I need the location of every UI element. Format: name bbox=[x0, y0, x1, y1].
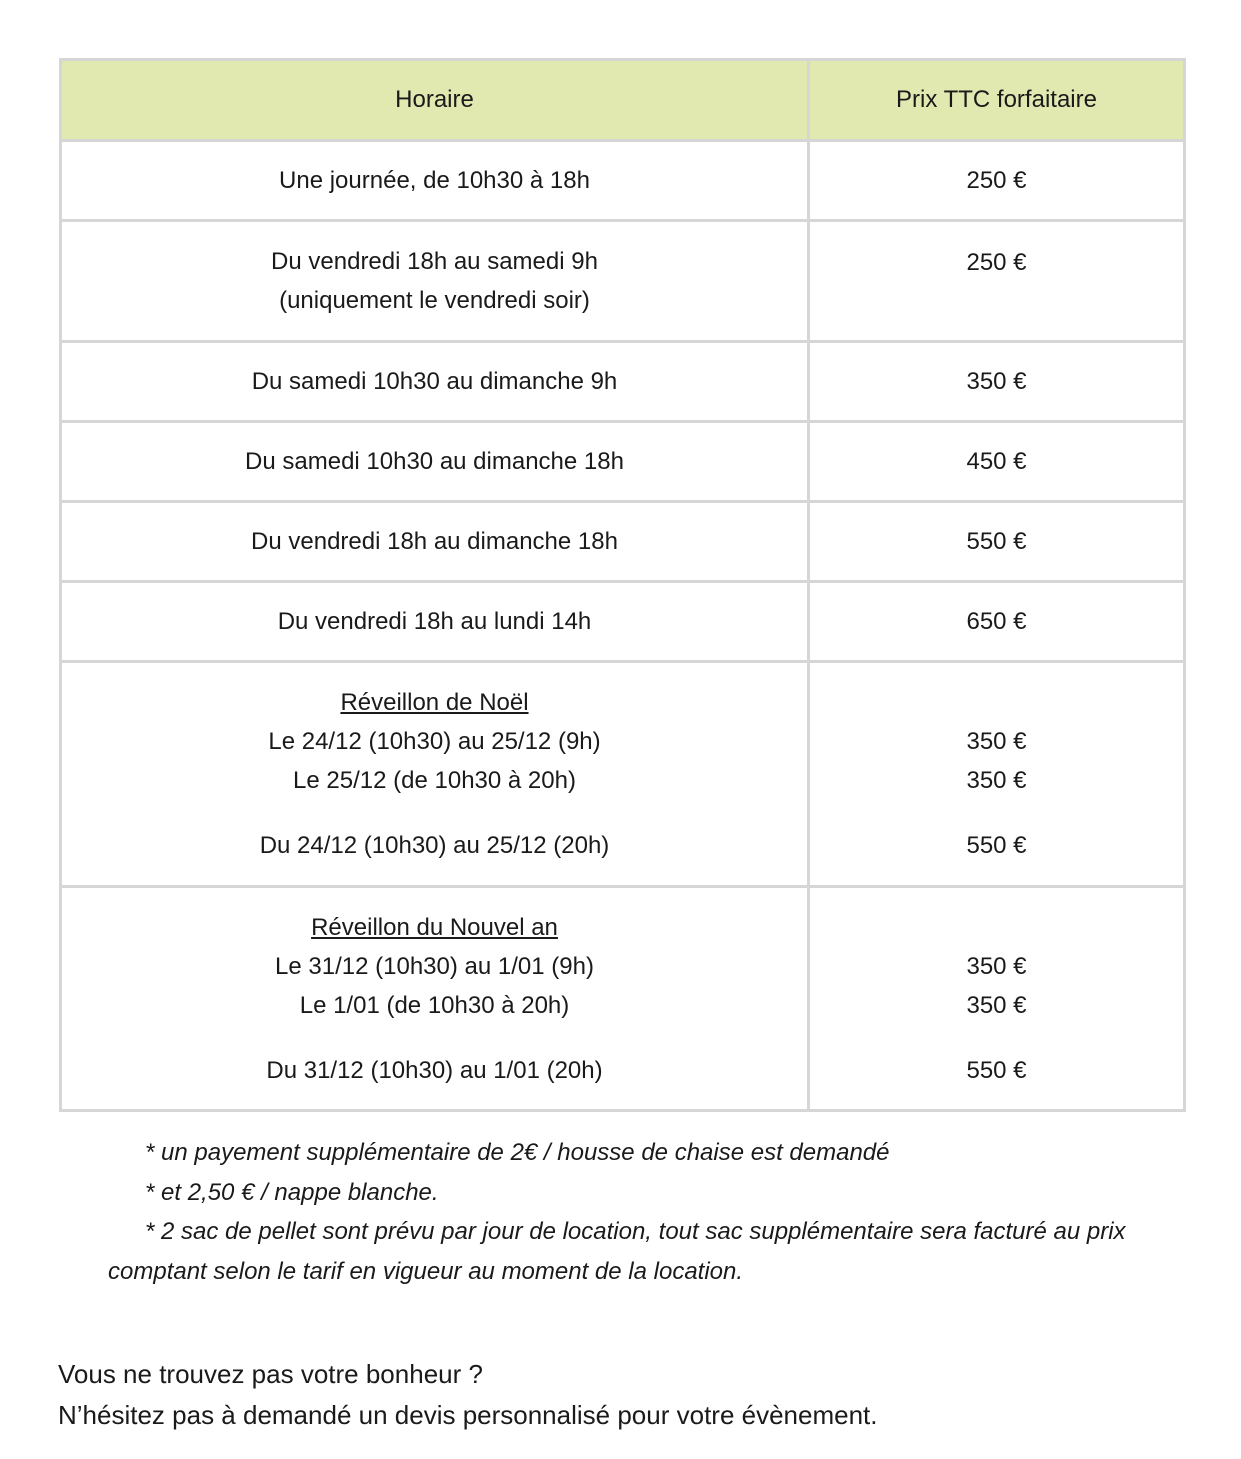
price-cell: 550 € bbox=[809, 502, 1185, 582]
table-row bbox=[61, 342, 1185, 422]
table-row-new-year bbox=[61, 887, 1185, 1111]
footer-question: Vous ne trouvez pas votre bonheur ? bbox=[58, 1359, 483, 1389]
group-title: Réveillon du Nouvel an bbox=[311, 913, 558, 941]
schedule-text: Du samedi 10h30 au dimanche 18h bbox=[245, 448, 624, 475]
footnote-chair-cover: * un payement supplémentaire de 2€ / housse de chaise est demandé bbox=[145, 1139, 890, 1166]
price-cell: 350 € bbox=[809, 342, 1185, 422]
pricing-table bbox=[59, 58, 1186, 1112]
price-text: 550 € bbox=[966, 832, 1027, 859]
price-text: 350 € bbox=[966, 991, 1027, 1019]
price-cell: 250 € bbox=[809, 141, 1185, 221]
footnote-tablecloth: * et 2,50 € / nappe blanche. bbox=[145, 1178, 439, 1206]
schedule-cell bbox=[61, 582, 809, 662]
price-text: 350 € bbox=[966, 728, 1027, 755]
schedule-note: (uniquement le vendredi soir) bbox=[279, 287, 590, 314]
price-cell: 450 € bbox=[809, 422, 1185, 502]
footnote-pellet: * 2 sac de pellet sont prévu par jour de location, tout sac supplémentaire sera facturé au prix comptant selon le tarif en vigueur au moment de la location. bbox=[108, 1218, 1126, 1285]
schedule-cell bbox=[61, 887, 809, 1111]
schedule-cell bbox=[61, 141, 809, 221]
schedule-text: Du samedi 10h30 au dimanche 9h bbox=[251, 368, 618, 395]
table-row bbox=[61, 502, 1185, 582]
schedule-text: Du 24/12 (10h30) au 25/12 (20h) bbox=[259, 832, 610, 859]
header-prix: Prix TTC forfaitaire bbox=[809, 60, 1185, 141]
schedule-cell bbox=[61, 422, 809, 502]
schedule-cell bbox=[61, 342, 809, 422]
schedule-text: Le 24/12 (10h30) au 25/12 (9h) bbox=[268, 728, 601, 755]
footnotes bbox=[108, 1133, 1178, 1291]
table-header-row bbox=[61, 60, 1185, 141]
footer-text bbox=[58, 1354, 878, 1436]
table-row bbox=[61, 141, 1185, 221]
schedule-cell bbox=[61, 221, 809, 342]
schedule-cell bbox=[61, 662, 809, 887]
schedule-text: Du vendredi 18h au samedi 9h bbox=[271, 248, 598, 275]
price-text: 350 € bbox=[966, 952, 1027, 980]
header-horaire: Horaire bbox=[61, 60, 809, 141]
table-row bbox=[61, 422, 1185, 502]
table-row bbox=[61, 582, 1185, 662]
table-row bbox=[61, 221, 1185, 342]
group-title: Réveillon de Noël bbox=[340, 689, 529, 716]
schedule-text: Une journée, de 10h30 à 18h bbox=[279, 167, 590, 194]
table-row-christmas bbox=[61, 662, 1185, 887]
schedule-text: Du vendredi 18h au lundi 14h bbox=[277, 608, 592, 635]
price-text: 550 € bbox=[966, 1056, 1027, 1084]
schedule-text: Le 25/12 (de 10h30 à 20h) bbox=[293, 767, 576, 794]
footer-cta: N’hésitez pas à demandé un devis personnalisé pour votre évènement. bbox=[58, 1400, 878, 1430]
price-cell: 250 € bbox=[809, 221, 1185, 342]
price-text: 350 € bbox=[966, 767, 1027, 794]
schedule-cell bbox=[61, 502, 809, 582]
price-cell bbox=[809, 887, 1185, 1111]
schedule-text: Le 1/01 (de 10h30 à 20h) bbox=[299, 991, 570, 1019]
price-cell bbox=[809, 662, 1185, 887]
schedule-text: Du 31/12 (10h30) au 1/01 (20h) bbox=[266, 1056, 603, 1084]
price-cell: 650 € bbox=[809, 582, 1185, 662]
schedule-text: Le 31/12 (10h30) au 1/01 (9h) bbox=[275, 952, 594, 980]
schedule-text: Du vendredi 18h au dimanche 18h bbox=[251, 528, 618, 555]
